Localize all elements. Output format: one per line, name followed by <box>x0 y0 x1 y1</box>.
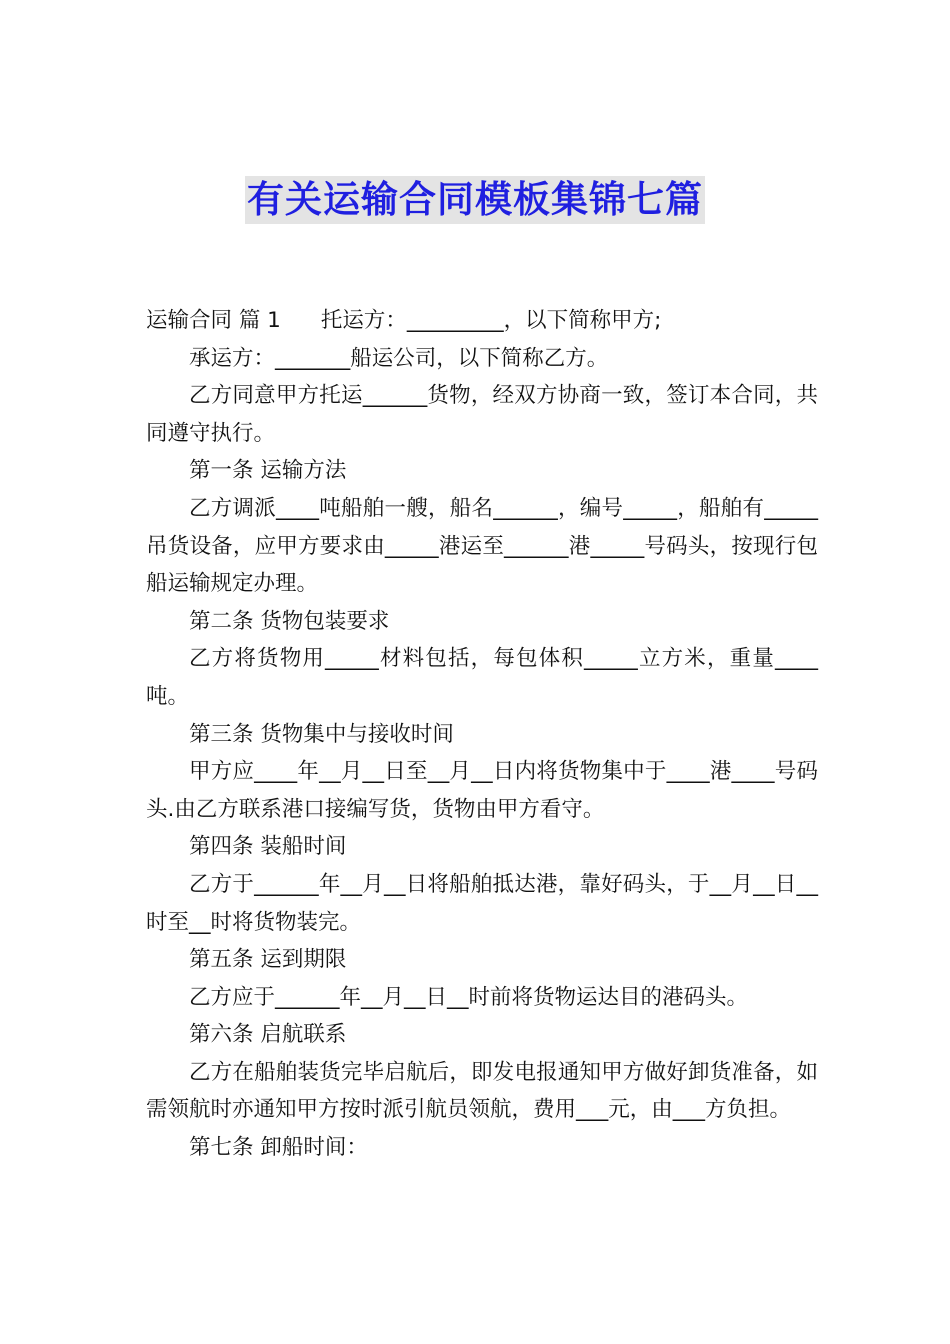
title-area <box>0 176 950 224</box>
article-1-body: 乙方调派____吨船舶一艘，船名______，编号_____，船舶有_____吊货设备，应甲方要求由_____港运至______港_____号码头，按现行包船运输规定办理。 <box>146 495 818 597</box>
article-4-heading: 第四条 装船时间 <box>189 834 347 860</box>
article-3-heading: 第三条 货物集中与接收时间 <box>189 721 454 747</box>
article-5-body: 乙方应于______年__月__日__时前将货物运达目的港码头。 <box>189 984 749 1010</box>
article-2-heading: 第二条 货物包装要求 <box>189 608 390 634</box>
paragraph-agreement: 乙方同意甲方托运______货物，经双方协商一致，签订本合同，共同遵守执行。 <box>146 383 818 446</box>
article-1-heading: 第一条 运输方法 <box>189 458 347 484</box>
article-6-heading: 第六条 启航联系 <box>189 1022 347 1048</box>
article-3-body: 甲方应____年__月__日至__月__日内将货物集中于____港____号码头.由乙方联系港口接编写货，货物由甲方看守。 <box>146 759 818 822</box>
document-title: 有关运输合同模板集锦七篇 <box>245 176 705 224</box>
paragraph-shipper: 托运方：_________，以下简称甲方; <box>320 308 662 333</box>
article-5-heading: 第五条 运到期限 <box>189 947 347 973</box>
section-heading-line <box>146 302 818 340</box>
article-4-body: 乙方于______年__月__日将船舶抵达港，靠好码头，于__月__日__时至__时将货物装完。 <box>146 871 818 935</box>
document-body <box>146 302 818 1167</box>
paragraph-carrier: 承运方：_______船运公司，以下简称乙方。 <box>189 345 609 371</box>
article-2-body: 乙方将货物用_____材料包括，每包体积_____立方米，重量____吨。 <box>146 646 818 709</box>
article-6-body: 乙方在船舶装货完毕启航后，即发电报通知甲方做好卸货准备，如需领航时亦通知甲方按时派引航员领航，费用___元，由___方负担。 <box>146 1059 818 1123</box>
article-7-heading: 第七条 卸船时间： <box>189 1135 368 1161</box>
section-label: 运输合同 篇 1 <box>146 308 281 333</box>
